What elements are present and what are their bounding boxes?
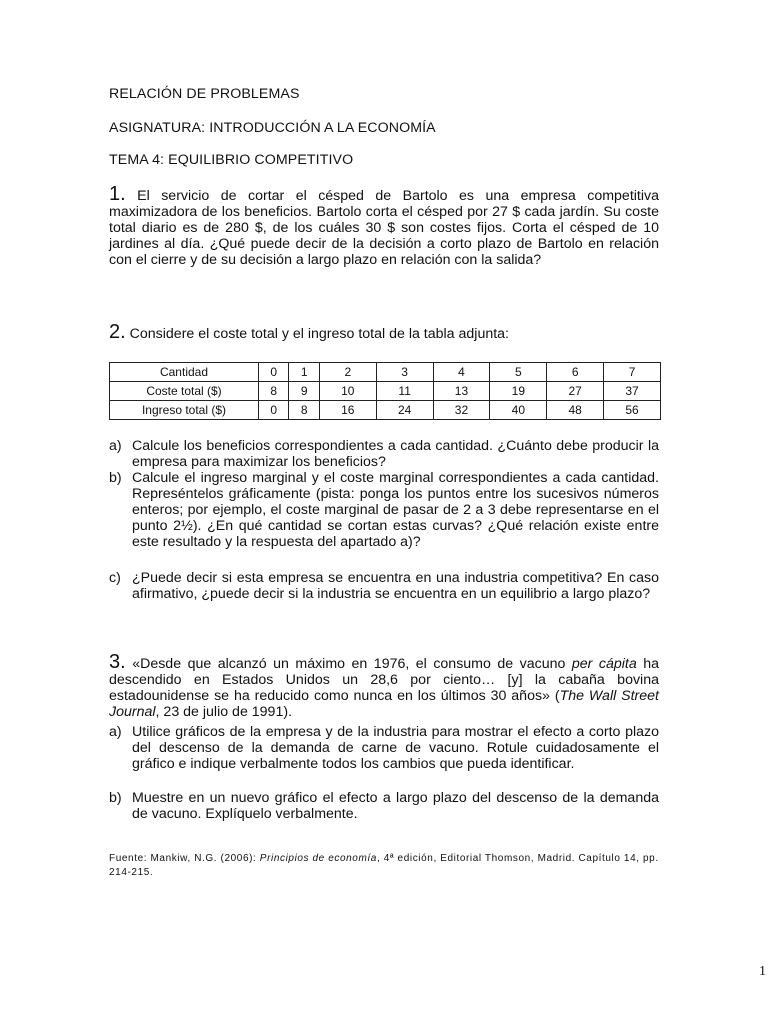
problem-2-intro (109, 321, 659, 343)
table-row (110, 401, 661, 420)
row-header: Cantidad (110, 363, 259, 382)
source-date: , 23 de julio de 1991). (155, 704, 293, 720)
book-title: Principios de economía (259, 853, 377, 864)
item-text: Calcule los beneficios correspondientes a cada cantidad. ¿Cuánto debe producir la empresa para maximizar los beneficios? (132, 438, 659, 470)
table-cell: 11 (376, 382, 433, 401)
table-cell: 37 (604, 382, 661, 401)
table-cell: 13 (433, 382, 490, 401)
problem-3 (109, 651, 660, 720)
table-cell: 7 (604, 363, 661, 382)
table-cell: 56 (604, 401, 661, 420)
citation-text: Fuente: Mankiw, N.G. (2006): (109, 853, 260, 864)
item-label: c) (109, 570, 121, 586)
table-cell: 27 (547, 382, 604, 401)
table-cell: 9 (289, 382, 319, 401)
table-cell: 0 (259, 401, 289, 420)
table-cell: 8 (259, 382, 289, 401)
table-cell: 48 (547, 401, 604, 420)
item-label: b) (109, 790, 122, 806)
item-text: Calcule el ingreso marginal y el coste marginal correspondientes a cada cantidad. Represéntelos gráficamente (pista: ponga los puntos entre los sucesivos números enteros; por ejemplo, el coste marginal de pasar de 2 a 3 debe representarse en el punto 2½). ¿En qué cantidad se cortan estas curvas? ¿Qué relación existe entre este resultado y la respuesta del apartado a)? (132, 470, 659, 550)
table-cell: 3 (376, 363, 433, 382)
table-cell: 4 (433, 363, 490, 382)
question-item (109, 470, 659, 550)
table-cell: 19 (490, 382, 547, 401)
table-cell: 0 (259, 363, 289, 382)
topic-title: TEMA 4: EQUILIBRIO COMPETITIVO (109, 152, 354, 168)
citation-details: , 4ª edición, Editorial Thomson, Madrid. Capítulo 14, pp. 214-215. (109, 853, 659, 878)
table-row (110, 382, 661, 401)
row-header: Coste total ($) (110, 382, 259, 401)
item-text: Utilice gráficos de la empresa y de la industria para mostrar el efecto a corto plazo del descenso de la demanda de carne de vacuno. Rotule cuidadosamente el gráfico e indique verbalmente todos los cambios que pueda identificar. (132, 724, 659, 772)
quote-text: «Desde que alcanzó un máximo en 1976, el consumo de vacuno (132, 656, 572, 672)
table-cell: 6 (547, 363, 604, 382)
item-label: a) (109, 438, 122, 454)
table-cell: 40 (490, 401, 547, 420)
quote-emphasis: per cápita (571, 656, 637, 672)
table-cell: 16 (319, 401, 376, 420)
cost-revenue-table (109, 362, 661, 420)
page-number: 1 (759, 964, 766, 979)
problem-number: 2. (109, 321, 126, 343)
item-label: b) (109, 470, 122, 486)
source-title: The Wall Street Journal (109, 688, 659, 720)
table-cell: 8 (289, 401, 319, 420)
document-heading: RELACIÓN DE PROBLEMAS (109, 86, 300, 102)
problem-number: 3. (109, 651, 126, 673)
table-row (110, 363, 661, 382)
question-item (109, 438, 659, 470)
item-text: ¿Puede decir si esta empresa se encuentra en una industria competitiva? En caso afirmativo, ¿puede decir si la industria se encuentra en un equilibrio a largo plazo? (132, 570, 659, 602)
item-label: a) (109, 724, 122, 740)
question-item (109, 790, 659, 822)
table-cell: 32 (433, 401, 490, 420)
problem-number: 1. (109, 183, 126, 205)
table-cell: 1 (289, 363, 319, 382)
course-title: ASIGNATURA: INTRODUCCIÓN A LA ECONOMÍA (109, 120, 436, 136)
source-citation (109, 852, 661, 880)
table-cell: 5 (490, 363, 547, 382)
question-item (109, 724, 659, 772)
problem-1 (109, 183, 659, 268)
question-item (109, 570, 659, 602)
problem-text: El servicio de cortar el césped de Bartolo es una empresa competitiva maximizadora de los beneficios. Bartolo corta el césped por 27 $ cada jardín. Su coste total diario es de 280 $, de los cuáles 30 $ son costes fijos. Corta el césped de 10 jardines al día. ¿Qué puede decir de la decisión a corto plazo de Bartolo en relación con el cierre y de su decisión a largo plazo en relación con la salida? (109, 188, 659, 268)
table-cell: 2 (319, 363, 376, 382)
table-cell: 10 (319, 382, 376, 401)
quote-text-continued: ha descendido en Estados Unidos un 28,6 por ciento… [y] la cabaña bovina estadounidense se ha reducido como nunca en los últimos 30 años» ( (109, 656, 660, 704)
row-header: Ingreso total ($) (110, 401, 259, 420)
problem-text: Considere el coste total y el ingreso total de la tabla adjunta: (129, 326, 509, 342)
item-text: Muestre en un nuevo gráfico el efecto a largo plazo del descenso de la demanda de vacuno. Explíquelo verbalmente. (132, 790, 659, 822)
table-cell: 24 (376, 401, 433, 420)
